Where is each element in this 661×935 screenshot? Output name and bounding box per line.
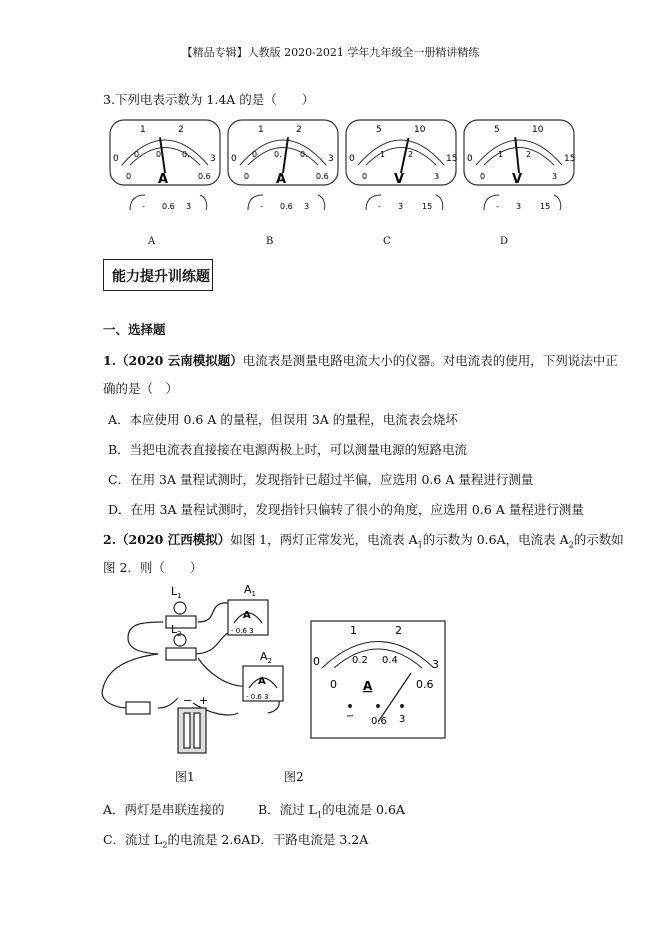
big-meter-bottom-right: 0.6 (416, 678, 434, 691)
label-l1: $L_1$ (171, 585, 182, 600)
scale-inner-label: 0. (252, 150, 260, 159)
terminal-label: - (260, 202, 263, 211)
terminal-minus (348, 704, 352, 708)
big-meter-mid-2: 0.4 (382, 655, 398, 666)
scale-top-label: 10 (532, 125, 544, 135)
question-2-tag: 2.（2020 江西模拟） (103, 532, 231, 547)
scale-right-label: 3 (328, 154, 334, 164)
meter-symbol: A (158, 172, 169, 187)
big-meter-left: 0 (313, 655, 320, 668)
question-2-option-b (258, 800, 405, 820)
a1-symbol: A (243, 610, 251, 621)
big-meter-mid-1: 0.2 (352, 655, 368, 666)
scale-top-label: 2 (178, 125, 184, 135)
scale-right-label: 15 (564, 154, 576, 164)
scale-bottom-left-label: 0 (126, 172, 132, 181)
question-1-option-b: B．当把电流表直接接在电源两极上时，可以测量电源的短路电流 (108, 442, 468, 457)
terminal-label: - (142, 202, 145, 211)
terminal-wire (318, 195, 325, 210)
question-2-option-d: D．干路电流是 3.2A (250, 832, 369, 847)
q2-c-sub: 2 (162, 840, 168, 850)
a2-symbol: A (258, 676, 266, 687)
question-2-text-c: 的示数如 (573, 532, 624, 547)
question-2-line-2: 图 2．则（ ） (103, 560, 203, 575)
meter-options-figure (100, 115, 590, 220)
meter-symbol: A (276, 172, 287, 187)
big-meter-term-2: 0.6 (371, 716, 387, 727)
q2-c-pre: C．流过 L (103, 832, 163, 847)
meter-option-d (464, 120, 575, 211)
scale-right-label: 15 (446, 154, 458, 164)
question-1-option-d: D．在用 3A 量程试测时，发现指针只偏转了很小的角度，应选用 0.6 A 量程进行测量 (108, 502, 584, 517)
scale-right-label: 3 (210, 154, 216, 164)
wire (128, 622, 163, 654)
scale-left-label: 0 (113, 154, 119, 164)
terminal-label: 3 (398, 202, 404, 211)
scale-top-label: 5 (376, 125, 382, 135)
scale-bottom-right-label: 3 (552, 172, 558, 181)
figure-1-label: 图1 (175, 770, 195, 784)
scale-bottom-right-label: 3 (434, 172, 440, 181)
option-label-d: D (500, 236, 509, 247)
scale-left-label: 0 (467, 154, 473, 164)
option-label-a: A (148, 236, 156, 247)
big-meter-symbol: A (363, 679, 373, 693)
scale-inner-label: 1 (380, 150, 386, 159)
q2-b-post: 的电流是 0.6A (322, 802, 405, 817)
question-1-tag: 1.（2020 云南模拟题） (103, 353, 243, 368)
scale-top-label: 2 (296, 125, 302, 135)
question-2-option-a: A．两灯是串联连接的 (103, 802, 225, 817)
q2-b-pre: B．流过 L (258, 802, 317, 817)
meter-symbol: V (394, 172, 405, 187)
scale-bottom-right-label: 0.6 (198, 172, 211, 181)
scale-inner-label: 0. (300, 150, 308, 159)
big-meter-bottom-left: 0 (330, 678, 337, 691)
terminal-3 (400, 704, 404, 708)
a2-terminals: - 0.6 3 (246, 693, 269, 701)
label-l2: $L_2$ (171, 623, 182, 638)
scale-top-label: 10 (414, 125, 426, 135)
terminal-0-6 (376, 704, 380, 708)
big-meter-term-3: 3 (399, 714, 406, 725)
terminal-label: 3 (516, 202, 522, 211)
scale-inner-label: 0. (182, 150, 190, 159)
terminal-label: 3 (186, 202, 192, 211)
meter-symbol: V (512, 172, 523, 187)
terminal-label: 3 (304, 202, 310, 211)
scale-left-label: 0 (231, 154, 237, 164)
question-1-text: 电流表是测量电路电流大小的仪器。对电流表的使用，下列说法中正 (242, 353, 618, 368)
scale-inner-label: 0. (134, 150, 142, 159)
label-a1: $A_1$ (244, 583, 256, 598)
scale-inner-label: 0. (274, 150, 282, 159)
question-1-line-1 (103, 351, 618, 369)
scale-top-label: 5 (494, 125, 500, 135)
big-meter-right: 3 (432, 658, 439, 671)
section-title: 一、选择题 (103, 322, 166, 337)
question-3-stem: 3.下列电表示数为 1.4A 的是（ ） (103, 92, 315, 107)
option-label-b: B (266, 236, 274, 247)
battery-plus: + (199, 694, 209, 707)
scale-top-label: 1 (140, 125, 146, 135)
scale-inner-label: 2 (526, 150, 532, 159)
scale-bottom-left-label: 0 (480, 172, 486, 181)
question-2-option-c-d (103, 830, 368, 850)
scale-bottom-right-label: 0.6 (316, 172, 329, 181)
question-1-option-c: C．在用 3A 量程试测时，发现指针已超过半偏，应选用 0.6 A 量程进行测量 (108, 472, 534, 487)
sub-2: 2 (568, 540, 574, 550)
battery (178, 708, 206, 753)
scale-bottom-left-label: 0 (244, 172, 250, 181)
terminal-label: 0.6 (162, 202, 175, 211)
big-meter-term-1: − (346, 711, 355, 722)
question-2-line-1 (103, 530, 624, 550)
terminal-label: 15 (540, 202, 551, 211)
meter-option-c (346, 120, 457, 211)
big-meter-top-2: 2 (395, 624, 402, 637)
question-2-text-b: 的示数为 0.6A，电流表 A (422, 532, 569, 547)
terminal-label: 0.6 (280, 202, 293, 211)
terminal-wire (200, 195, 207, 210)
switch (126, 702, 150, 714)
scale-inner-label: 0. (156, 150, 164, 159)
circuit-figure (98, 578, 303, 768)
wire (193, 633, 228, 654)
a1-terminals: - 0.6 3 (231, 627, 254, 635)
scale-left-label: 0 (349, 154, 355, 164)
question-1-option-a: A．本应使用 0.6 A 的量程，但误用 3A 的量程，电流表会烧坏 (108, 412, 458, 427)
label-a2: $A_2$ (260, 650, 272, 665)
wire (158, 698, 178, 708)
big-meter-top-1: 1 (350, 624, 357, 637)
terminal-wire (554, 195, 561, 210)
big-meter-figure (310, 620, 446, 740)
option-label-c: C (383, 236, 391, 247)
figure-2-label: 图2 (284, 770, 304, 784)
meter-option-a (110, 120, 220, 211)
scale-top-label: 1 (258, 125, 264, 135)
scale-inner-label: 2 (408, 150, 414, 159)
sub-1: 1 (417, 540, 423, 550)
meter-option-b (228, 120, 338, 211)
scale-inner-label: 1 (498, 150, 504, 159)
q2-b-sub: 1 (316, 810, 323, 820)
wire (198, 658, 248, 686)
terminal-label: 15 (422, 202, 433, 211)
page-header: 【精品专辑】人教版 2020-2021 学年九年级全一册精讲精练 (181, 46, 480, 59)
scale-bottom-left-label: 0 (362, 172, 368, 181)
section-box-label: 能力提升训练题 (112, 269, 210, 285)
wire (102, 654, 158, 708)
q2-c-post: 的电流是 2.6A (167, 832, 251, 847)
question-1-line-2: 确的是（ ） (103, 381, 179, 396)
terminal-label: - (496, 202, 499, 211)
battery-minus: − (183, 694, 193, 707)
terminal-wire (436, 195, 443, 210)
question-2-text-a: 如图 1，两灯正常发光，电流表 A (230, 532, 418, 547)
terminal-label: - (378, 202, 381, 211)
